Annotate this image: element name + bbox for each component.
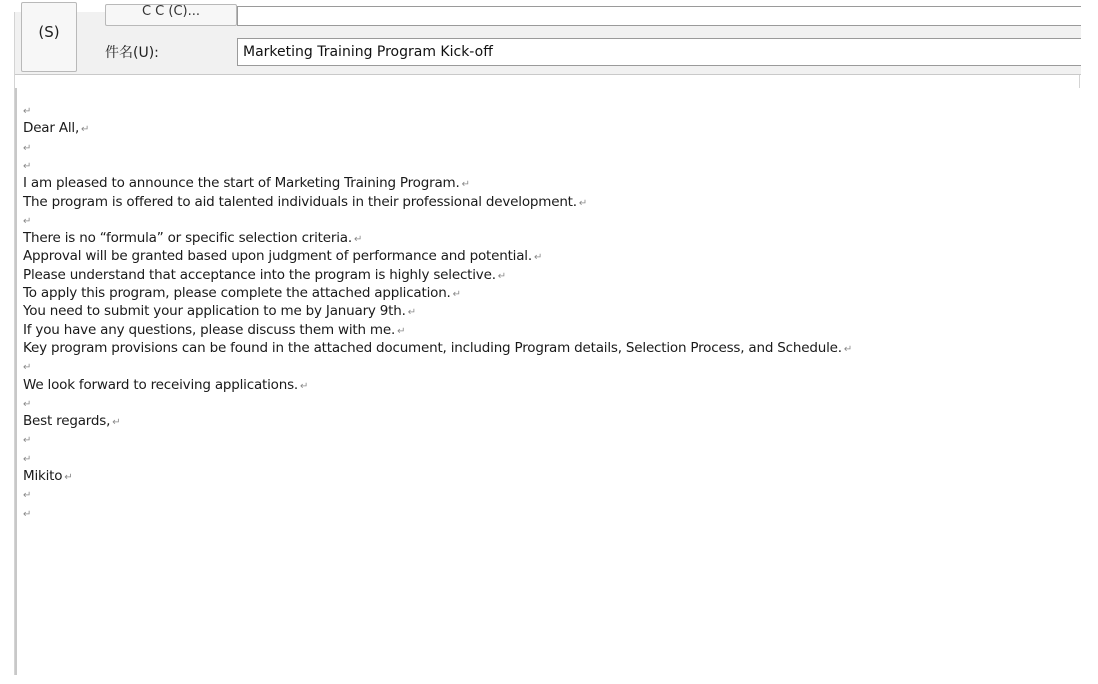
body-line-text: Best regards,: [23, 413, 111, 430]
body-line: [23, 157, 31, 173]
body-line: [23, 413, 120, 429]
body-line-text: Mikito: [23, 468, 63, 484]
compose-header: [15, 4, 1081, 75]
message-body[interactable]: [15, 88, 1081, 675]
paragraph-mark-icon: ↵: [23, 215, 32, 227]
body-line: [23, 285, 461, 301]
cc-field[interactable]: [237, 6, 1081, 26]
paragraph-mark-icon: ↵: [64, 472, 73, 483]
body-line: [23, 505, 31, 521]
paragraph-mark-icon: ↵: [23, 362, 32, 374]
subject-field[interactable]: Marketing Training Program Kick-off: [237, 38, 1081, 66]
paragraph-mark-icon: ↵: [353, 234, 363, 246]
body-line-text: You need to submit your application to me by January 9th.: [23, 303, 406, 320]
body-line: [23, 248, 542, 264]
body-line: [23, 194, 587, 210]
body-line-text: Dear All,: [23, 120, 80, 137]
paragraph-mark-icon: ↵: [23, 435, 32, 447]
body-line: [23, 212, 31, 228]
body-line: [23, 468, 73, 484]
body-line: [23, 486, 31, 502]
paragraph-mark-icon: ↵: [23, 160, 32, 172]
body-line-text: If you have any questions, please discuss them with me.: [23, 321, 396, 338]
body-line: [23, 377, 308, 393]
email-compose-window: [14, 4, 1080, 675]
paragraph-mark-icon: ↵: [452, 289, 461, 300]
body-line-text: Please understand that acceptance into the program is highly selective.: [23, 266, 496, 283]
paragraph-mark-icon: ↵: [23, 453, 32, 465]
paragraph-mark-icon: ↵: [497, 270, 506, 282]
body-line-text: I am pleased to announce the start of Marketing Training Program.: [23, 175, 460, 192]
body-line: [23, 322, 405, 338]
send-button-label: (S): [38, 23, 60, 41]
paragraph-mark-icon: ↵: [843, 343, 853, 355]
body-line-text: We look forward to receiving applications.: [23, 376, 299, 393]
body-line: [23, 175, 470, 191]
body-line: [23, 267, 506, 283]
body-line: [23, 120, 89, 136]
paragraph-mark-icon: ↵: [23, 398, 32, 410]
paragraph-mark-icon: ↵: [23, 508, 32, 520]
send-button[interactable]: [21, 2, 77, 72]
body-line: [23, 340, 852, 356]
paragraph-mark-icon: ↵: [407, 307, 416, 319]
body-line-text: Approval will be granted based upon judgment of performance and potential.: [23, 248, 532, 265]
paragraph-mark-icon: ↵: [112, 417, 121, 429]
paragraph-mark-icon: ↵: [578, 197, 588, 209]
paragraph-mark-icon: ↵: [81, 124, 90, 136]
paragraph-mark-icon: ↵: [23, 490, 32, 502]
body-line-text: There is no “formula” or specific selection criteria.: [23, 230, 352, 247]
body-line: [23, 230, 362, 246]
paragraph-mark-icon: ↵: [300, 380, 309, 392]
body-line: [23, 102, 31, 118]
body-line: [23, 431, 31, 447]
body-line: [23, 358, 31, 374]
body-line-text: Key program provisions can be found in the attached document, including Program details, Selection Process, and Schedule.: [23, 339, 842, 356]
cc-button-label: C C (C)...: [141, 4, 201, 19]
paragraph-mark-icon: ↵: [397, 325, 406, 337]
subject-label: 件名(U):: [105, 45, 159, 61]
paragraph-mark-icon: ↵: [533, 252, 543, 264]
paragraph-mark-icon: ↵: [23, 142, 32, 154]
paragraph-mark-icon: ↵: [461, 179, 470, 191]
paragraph-mark-icon: ↵: [23, 106, 32, 117]
body-line-text: To apply this program, please complete the attached application.: [23, 285, 451, 301]
cc-button[interactable]: [105, 4, 237, 26]
body-line: [23, 450, 31, 466]
body-line: [23, 139, 31, 155]
body-line: [23, 303, 416, 319]
body-line: [23, 395, 31, 411]
body-line-text: The program is offered to aid talented individuals in their professional development.: [23, 193, 577, 210]
